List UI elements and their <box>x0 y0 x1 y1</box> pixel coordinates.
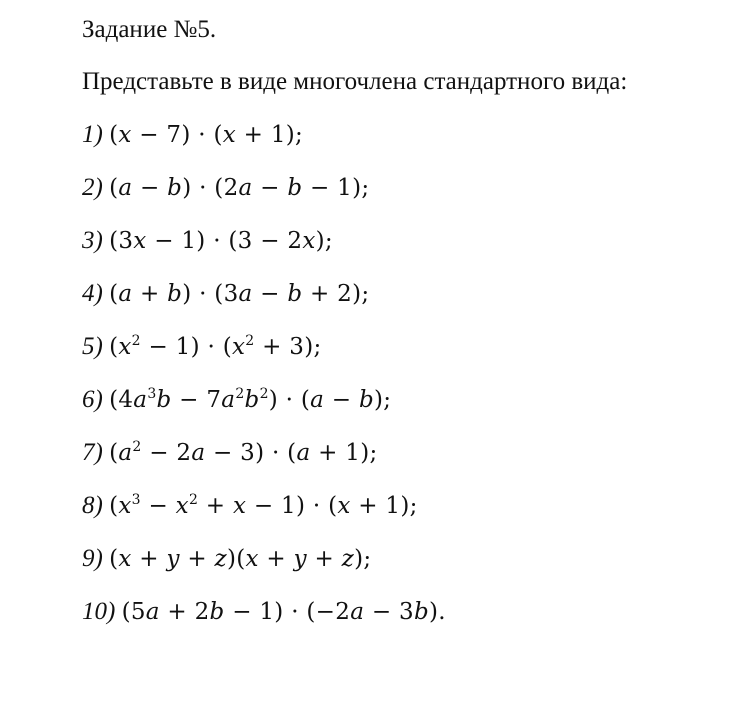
task-title: Задание №5. <box>82 16 217 43</box>
problem-number: 4) <box>82 280 103 307</box>
problem-number: 2) <box>82 174 103 201</box>
problem-expression: (3x − 1) · (3 − 2x); <box>109 228 333 254</box>
problem-expression: $(a^2 - 2a - 3) \cdot (a + 1)$; <box>109 439 378 466</box>
problem-expression: (a + b) · (3a − b + 2); <box>109 281 370 307</box>
problem-list <box>82 117 722 647</box>
problem-item-1 <box>82 117 722 170</box>
document-page <box>82 12 722 647</box>
problem-number: 1) <box>82 121 103 148</box>
problem-item-6 <box>82 382 722 435</box>
problem-number: 7) <box>82 439 103 466</box>
problem-item-4 <box>82 276 722 329</box>
problem-expression: $(x^3 - x^2 + x - 1) \cdot (x + 1)$; <box>109 492 418 519</box>
problem-expression: (x + y + z)(x + y + z); <box>109 546 372 572</box>
problem-expression: $(4a^3b - 7a^2b^2) \cdot (a - b)$; <box>109 386 392 413</box>
problem-expression: (a − b) · (2a − b − 1); <box>109 175 370 201</box>
task-instruction: Представьте в виде многочлена стандартного вида: <box>82 68 628 95</box>
problem-item-3 <box>82 223 722 276</box>
problem-item-8 <box>82 488 722 541</box>
problem-expression: (5a + 2b − 1) · (−2a − 3b). <box>121 599 446 625</box>
problem-item-10 <box>82 594 722 647</box>
problem-expression: $(x^2 - 1) \cdot (x^2 + 3)$; <box>109 333 322 360</box>
problem-number: 9) <box>82 545 103 572</box>
problem-item-7 <box>82 435 722 488</box>
problem-expression: (x − 7) · (x + 1); <box>109 122 304 148</box>
problem-item-2 <box>82 170 722 223</box>
problem-item-5 <box>82 329 722 382</box>
problem-item-9 <box>82 541 722 594</box>
problem-number: 10) <box>82 598 116 625</box>
problem-number: 8) <box>82 492 103 519</box>
problem-number: 6) <box>82 386 103 413</box>
problem-number: 5) <box>82 333 103 360</box>
problem-number: 3) <box>82 227 103 254</box>
